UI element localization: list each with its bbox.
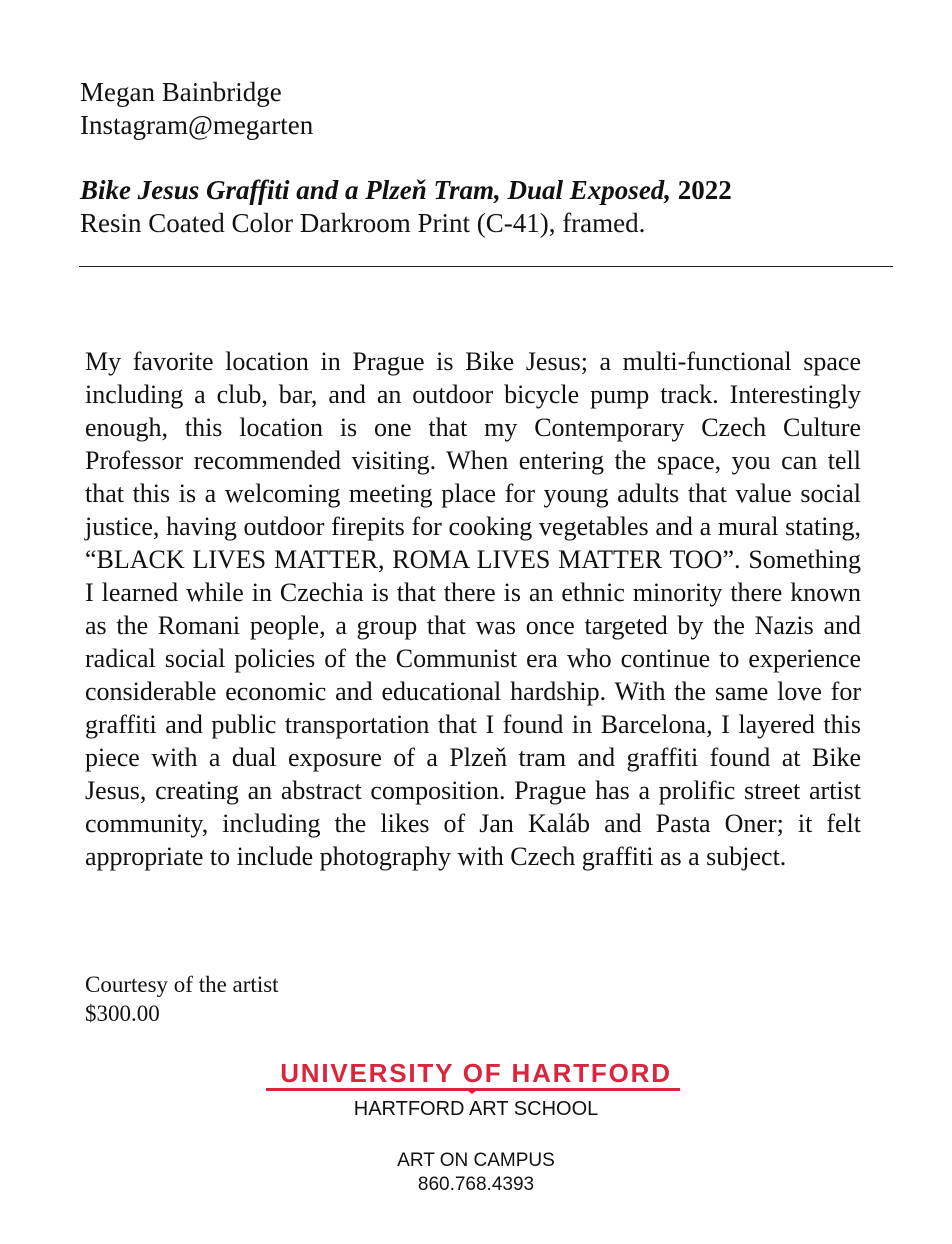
divider-line (79, 266, 893, 267)
contact-block (0, 1149, 952, 1197)
school-name: HARTFORD ART SCHOOL (353, 1098, 599, 1120)
credit-block (85, 970, 279, 1028)
artwork-year: 2022 (677, 175, 732, 205)
logo-notch (464, 1088, 480, 1094)
program-name: ART ON CAMPUS (397, 1150, 555, 1171)
price: $300.00 (85, 1001, 160, 1026)
artwork-info (80, 174, 732, 240)
university-logo-text: UNIVERSITY OF HARTFORD (280, 1058, 672, 1088)
artwork-medium: Resin Coated Color Darkroom Print (C-41), framed. (80, 208, 646, 238)
university-logo-rule (266, 1088, 680, 1091)
artist-info (80, 76, 313, 142)
artwork-title: Bike Jesus Graffiti and a Plzeň Tram, Dual Exposed, (80, 175, 672, 205)
phone-number: 860.768.4393 (417, 1174, 535, 1195)
artist-statement: My favorite location in Prague is Bike Jesus; a multi-functional space including a club, bar, and an outdoor bicycle pump track. Interestingly enough, this location is one that my Contemporary Czech Culture Professor recommended visiting. When entering the space, you can tell that this is a welcoming meeting place for young adults that value social justice, having outdoor firepits for cooking vegetables and a mural stating, “BLACK LIVES MATTER, ROMA LIVES MATTER TOO”. Something I learned while in Czechia is that there is an ethnic minority there known as the Romani people, a group that was once targeted by the Nazis and radical social policies of the Communist era who continue to experience considerable economic and educational hardship. With the same love for graffiti and public transportation that I found in Barcelona, I layered this piece with a dual exposure of a Plzeň tram and graffiti found at Bike Jesus, creating an abstract composition. Prague has a prolific street artist community, including the likes of Jan Kaláb and Pasta Oner; it felt appropriate to include photography with Czech graffiti as a subject. (85, 347, 861, 871)
artist-instagram: Instagram@megarten (80, 110, 314, 140)
artist-name: Megan Bainbridge (80, 77, 282, 107)
artwork-title-line (80, 174, 732, 207)
courtesy-text: Courtesy of the artist (85, 972, 279, 997)
